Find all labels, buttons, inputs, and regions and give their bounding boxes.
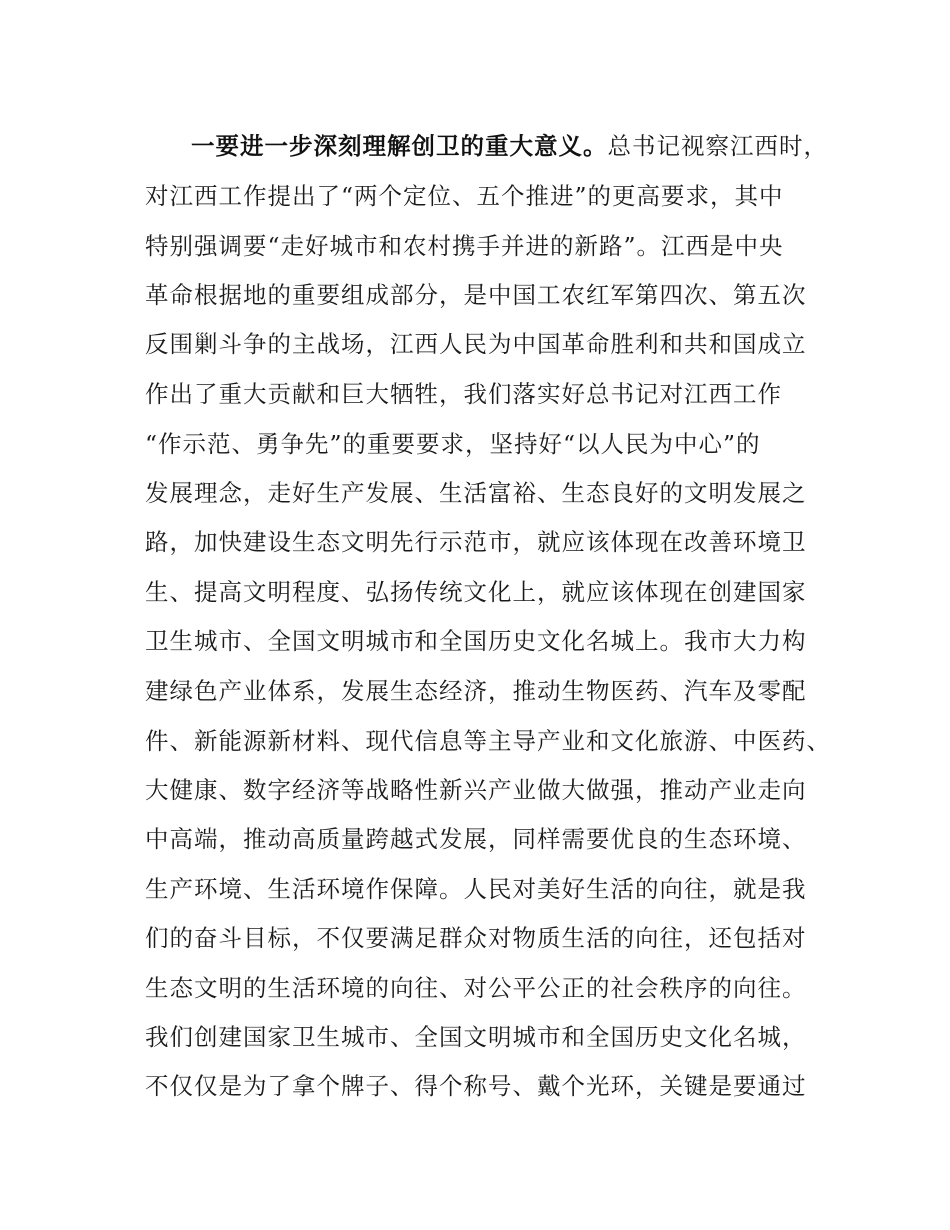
paragraph-line: 卫生城市、全国文明城市和全国历史文化名城上。我市大力构: [145, 627, 807, 655]
paragraph-line: 反围剿斗争的主战场，江西人民为中国革命胜利和共和国成立: [145, 330, 807, 358]
paragraph-line: 大健康、数字经济等战略性新兴产业做大做强，推动产业走向: [145, 776, 807, 804]
paragraph-line: 生、提高文明程度、弘扬传统文化上，就应该体现在创建国家: [145, 578, 807, 606]
paragraph-line: 生产环境、生活环境作保障。人民对美好生活的向往，就是我: [145, 875, 807, 903]
paragraph-line: 不仅仅是为了拿个牌子、得个称号、戴个光环，关键是要通过: [145, 1072, 807, 1100]
paragraph-line: 件、新能源新材料、现代信息等主导产业和文化旅游、中医药、: [145, 727, 831, 755]
paragraph-line: “作示范、勇争先”的重要要求，坚持好“以人民为中心”的: [145, 430, 761, 458]
paragraph-line: 我们创建国家卫生城市、全国文明城市和全国历史文化名城，: [145, 1023, 807, 1051]
lead-heading: 一要进一步深刻理解创卫的重大意义。: [191, 132, 608, 160]
paragraph-line: 革命根据地的重要组成部分，是中国工农红军第四次、第五次: [145, 281, 807, 309]
paragraph-line-1: [191, 128, 828, 164]
paragraph-line: 作出了重大贡献和巨大牺牲，我们落实好总书记对江西工作: [145, 380, 782, 408]
paragraph-line: 们的奋斗目标，不仅要满足群众对物质生活的向往，还包括对: [145, 924, 807, 952]
paragraph-line: 路，加快建设生态文明先行示范市，就应该体现在改善环境卫: [145, 528, 807, 556]
paragraph-line: 特别强调要“走好城市和农村携手并进的新路”。江西是中央: [145, 232, 784, 260]
paragraph-line: 生态文明的生活环境的向往、对公平公正的社会秩序的向往。: [145, 974, 807, 1002]
paragraph-line: 对江西工作提出了“两个定位、五个推进”的更高要求，其中: [145, 182, 784, 210]
paragraph-line: 发展理念，走好生产发展、生活富裕、生态良好的文明发展之: [145, 479, 807, 507]
paragraph-line: 中高端，推动高质量跨越式发展，同样需要优良的生态环境、: [145, 825, 807, 853]
line-text: 总书记视察江西时，: [607, 132, 828, 160]
paragraph-line: 建绿色产业体系，发展生态经济，推动生物医药、汽车及零配: [145, 677, 807, 705]
